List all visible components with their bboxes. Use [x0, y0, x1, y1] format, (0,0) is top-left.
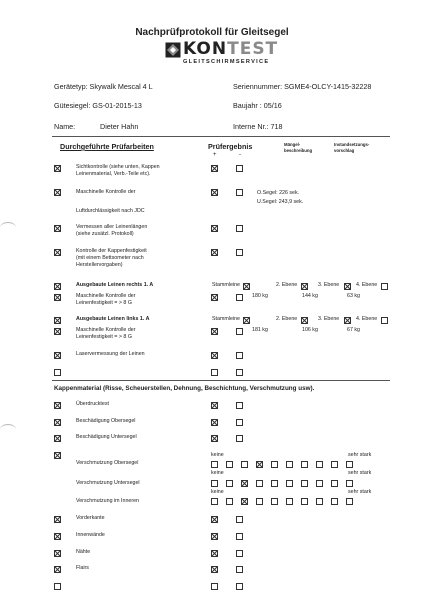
check-obersegel-plus[interactable]: [211, 419, 218, 426]
check-ueberdruck-plus[interactable]: [211, 402, 218, 409]
check-links-e2[interactable]: [301, 317, 308, 324]
scale-step-9[interactable]: [331, 461, 338, 468]
check-obersegel-minus[interactable]: [236, 419, 243, 426]
luft-label: Luftdurchlässigkeit nach JDC: [76, 208, 145, 214]
check-empty-1-plus[interactable]: [211, 369, 218, 376]
check-untersegel[interactable]: [54, 435, 61, 442]
check-sicht[interactable]: [54, 165, 61, 172]
check-rechts-e4[interactable]: [381, 283, 388, 290]
check-rechts-stamm[interactable]: [243, 283, 250, 290]
check-luft-minus[interactable]: [236, 189, 243, 196]
scale-step-5[interactable]: [271, 461, 278, 468]
laser-label: Laservermessung der Leinen: [76, 351, 145, 357]
scale-step-1[interactable]: [211, 498, 218, 505]
scale-step-3[interactable]: [241, 480, 248, 487]
check-masch-rechts-minus[interactable]: [236, 294, 243, 301]
name-label: Name:: [54, 122, 76, 131]
check-masch-links-minus[interactable]: [236, 328, 243, 335]
sehr-stark-label-3: sehr stark: [348, 489, 372, 495]
guetesiegel: Gütesiegel: GS-01-2015-13: [54, 101, 142, 110]
check-naehte-plus[interactable]: [211, 550, 218, 557]
scale-step-8[interactable]: [316, 498, 323, 505]
logo-k: K: [183, 39, 197, 59]
scale-step-8[interactable]: [316, 461, 323, 468]
scale-step-5[interactable]: [271, 480, 278, 487]
v-ober-label: Verschmutzung Obersegel: [76, 460, 139, 466]
scale-step-10[interactable]: [346, 498, 353, 505]
document-title: Nachprüfprotokoll für Gleitsegel: [135, 27, 289, 38]
separator: [52, 136, 390, 137]
seriennummer: Seriennummer: SGME4-OLCY-1415-32228: [233, 82, 372, 91]
minus-label: -: [239, 152, 241, 158]
check-vorderkante-plus[interactable]: [211, 516, 218, 523]
check-obersegel[interactable]: [54, 419, 61, 426]
plus-label: +: [213, 152, 217, 158]
check-ueberdruck[interactable]: [54, 402, 61, 409]
check-laser-plus[interactable]: [211, 352, 218, 359]
scale-step-9[interactable]: [331, 480, 338, 487]
rechts-kg3: 63 kg: [347, 293, 360, 299]
ebene4-links: 4. Ebene: [356, 316, 378, 322]
scale-step-6[interactable]: [286, 461, 293, 468]
links-kg3: 67 kg: [347, 327, 360, 333]
ueberdruck-label: Überdrucktest: [76, 401, 109, 407]
stammleine-rechts: Stammleine: [212, 282, 240, 288]
check-luft[interactable]: [54, 189, 61, 196]
check-masch-links[interactable]: [54, 328, 61, 335]
check-leinen-rechts[interactable]: [54, 283, 61, 290]
obersegel-label: Beschädigung Obersegel: [76, 418, 136, 424]
ebene2-rechts: 2. Ebene: [276, 282, 298, 288]
check-naehte-minus[interactable]: [236, 550, 243, 557]
check-flairs-plus[interactable]: [211, 566, 218, 573]
instand-heading: Instandsetzungs- vorschlag: [334, 142, 370, 154]
scale-step-6[interactable]: [286, 498, 293, 505]
usegel-value: U.Segel: 243,9 sek.: [257, 199, 304, 205]
check-rechts-e2[interactable]: [301, 283, 308, 290]
kontest-logo: [143, 40, 303, 68]
keine-label-1: keine: [211, 452, 224, 458]
check-empty-1[interactable]: [54, 369, 61, 376]
durchgefuehrt-heading: Durchgeführte Prüfarbeiten: [60, 142, 154, 151]
check-kappen-plus[interactable]: [211, 249, 218, 256]
check-verschmutzung[interactable]: [54, 452, 61, 459]
check-masch-rechts-plus[interactable]: [211, 294, 218, 301]
scale-step-7[interactable]: [301, 480, 308, 487]
check-vermessen-plus[interactable]: [211, 225, 218, 232]
scale-step-7[interactable]: [301, 498, 308, 505]
check-innenwaende-plus[interactable]: [211, 533, 218, 540]
scale-step-2[interactable]: [226, 498, 233, 505]
logo-test: TEST: [227, 39, 279, 59]
check-masch-rechts[interactable]: [54, 294, 61, 301]
check-sicht-plus[interactable]: [211, 165, 218, 172]
check-flairs[interactable]: [54, 566, 61, 573]
scale-step-4[interactable]: [256, 480, 263, 487]
check-kappen-minus[interactable]: [236, 249, 243, 256]
check-rechts-e3[interactable]: [344, 283, 351, 290]
check-leinen-links[interactable]: [54, 317, 61, 324]
vorderkante-label: Vorderkante: [76, 515, 105, 521]
masch-links-label: Maschinelle Kontrolle der Leinenfestigkeit = > 8 G: [76, 327, 136, 340]
check-innenwaende-minus[interactable]: [236, 533, 243, 540]
check-empty-2-minus[interactable]: [236, 583, 243, 590]
untersegel-label: Beschädigung Untersegel: [76, 434, 137, 440]
check-laser[interactable]: [54, 352, 61, 359]
ebene2-links: 2. Ebene: [276, 316, 298, 322]
links-kg1: 181 kg: [252, 327, 268, 333]
check-vermessen-minus[interactable]: [236, 225, 243, 232]
scale-step-2[interactable]: [226, 480, 233, 487]
scale-step-3[interactable]: [241, 498, 248, 505]
check-sicht-minus[interactable]: [236, 165, 243, 172]
scale-step-4[interactable]: [256, 461, 263, 468]
masch-rechts-label: Maschinelle Kontrolle der Leinenfestigkeit = > 8 G: [76, 293, 136, 306]
check-vermessen[interactable]: [54, 225, 61, 232]
check-empty-1-minus[interactable]: [236, 369, 243, 376]
check-untersegel-plus[interactable]: [211, 435, 218, 442]
scale-step-10[interactable]: [346, 480, 353, 487]
check-empty-2[interactable]: [54, 583, 61, 590]
masch-kontrolle-label: Maschinelle Kontrolle der: [76, 189, 136, 195]
check-links-stamm[interactable]: [243, 317, 250, 324]
check-vorderkante[interactable]: [54, 516, 61, 523]
keine-label-3: keine: [211, 489, 224, 495]
ebene3-rechts: 3. Ebene: [318, 282, 340, 288]
check-empty-2-plus[interactable]: [211, 583, 218, 590]
pruefergebnis-heading: Prüfergebnis: [208, 142, 253, 151]
v-innen-label: Verschmutzung im Inneren: [76, 498, 140, 504]
kappen-heading: Kappenmaterial (Risse, Scheuerstellen, Dehnung, Beschichtung, Verschmutzung usw).: [54, 385, 315, 392]
rechts-kg2: 144 kg: [302, 293, 318, 299]
geraetetyp: Gerätetyp: Skywalk Mescal 4 L: [54, 82, 153, 91]
flairs-label: Flairs: [76, 565, 89, 571]
check-links-e4[interactable]: [381, 317, 388, 324]
logo-on: ON: [196, 39, 228, 59]
scale-step-4[interactable]: [256, 498, 263, 505]
scale-step-1[interactable]: [211, 480, 218, 487]
baujahr: Baujahr : 05/16: [233, 101, 282, 110]
sicht-label: Sichtkontrolle (siehe unten, Kappen Leinenmaterial, Verb.-Teile etc).: [76, 164, 160, 177]
check-luft-plus[interactable]: [211, 189, 218, 196]
interne-nr: Interne Nr.: 718: [233, 122, 283, 131]
check-flairs-minus[interactable]: [236, 566, 243, 573]
v-unter-label: Verschmutzung Untersegel: [76, 480, 140, 486]
stammleine-links: Stammleine: [212, 316, 240, 322]
scale-step-7[interactable]: [301, 461, 308, 468]
scale-step-1[interactable]: [211, 461, 218, 468]
check-kappenfestigkeit[interactable]: [54, 249, 61, 256]
links-kg2: 106 kg: [302, 327, 318, 333]
rechts-label: Ausgebaute Leinen rechts 1. A: [76, 282, 154, 288]
ebene3-links: 3. Ebene: [318, 316, 340, 322]
scale-step-9[interactable]: [331, 498, 338, 505]
rechts-kg1: 180 kg: [252, 293, 268, 299]
links-label: Ausgebaute Leinen links 1. A: [76, 316, 150, 322]
check-laser-minus[interactable]: [236, 352, 243, 359]
naehte-label: Nähte: [76, 549, 91, 555]
maengel-heading: Mängel- beschreibung: [284, 142, 313, 154]
punch-hole-mark-top: [0, 222, 16, 233]
scale-step-8[interactable]: [316, 480, 323, 487]
logo-emblem-icon: [165, 42, 181, 58]
check-untersegel-minus[interactable]: [236, 435, 243, 442]
separator-2: [52, 380, 390, 381]
check-innenwaende[interactable]: [54, 533, 61, 540]
check-ueberdruck-minus[interactable]: [236, 402, 243, 409]
scale-step-3[interactable]: [241, 461, 248, 468]
check-links-e3[interactable]: [344, 317, 351, 324]
scale-step-10[interactable]: [346, 461, 353, 468]
innenwaende-label: Innenwände: [76, 532, 105, 538]
scale-step-5[interactable]: [271, 498, 278, 505]
vermessen-label: Vermessen aller Leinenlängen (siehe zusätzl. Protokoll): [76, 224, 148, 237]
name-value: Dieter Hahn: [100, 122, 139, 131]
keine-label-2: keine: [211, 470, 224, 476]
sehr-stark-label-1: sehr stark: [348, 452, 372, 458]
kontrolle-label: Kontrolle der Kappenfestigkeit (mit einem Bettsometer nach Herstellervorgaben): [76, 248, 147, 268]
scale-step-6[interactable]: [286, 480, 293, 487]
logo-subtitle: GLEITSCHIRMSERVICE: [183, 59, 270, 65]
check-vorderkante-minus[interactable]: [236, 516, 243, 523]
scale-step-2[interactable]: [226, 461, 233, 468]
punch-hole-mark-bottom: [0, 424, 16, 435]
sehr-stark-label-2: sehr stark: [348, 470, 372, 476]
ebene4-rechts: 4. Ebene: [356, 282, 378, 288]
check-masch-links-plus[interactable]: [211, 328, 218, 335]
osegel-value: O.Segel: 226 sek.: [257, 190, 300, 196]
check-naehte[interactable]: [54, 550, 61, 557]
